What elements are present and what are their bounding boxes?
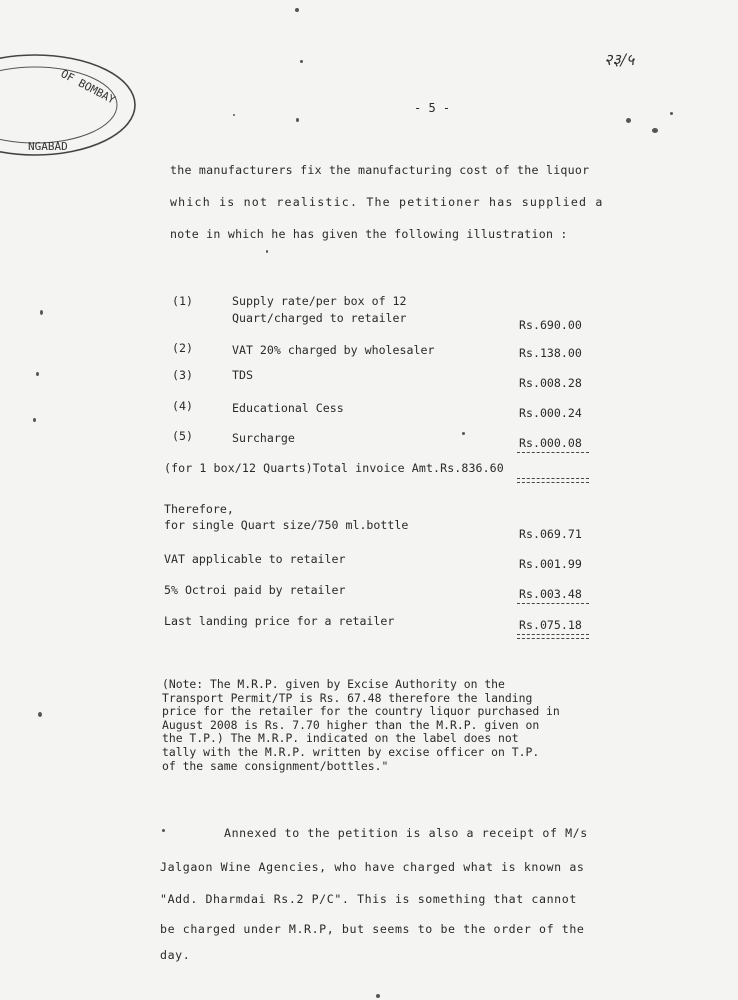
scan-speck — [33, 418, 36, 422]
scan-speck — [462, 432, 465, 435]
item-3-number: (3) — [172, 368, 193, 382]
item-4-number: (4) — [172, 399, 193, 413]
scan-speck — [296, 118, 299, 122]
vat-amount: Rs.001.99 — [519, 557, 582, 571]
note-line: of the same consignment/bottles." — [162, 758, 389, 773]
item-5-number: (5) — [172, 429, 193, 443]
seal-top-text: OF BOMBAY — [58, 67, 118, 107]
item-1-label-cont: Quart/charged to retailer — [232, 311, 407, 325]
para2-line-2: Jalgaon Wine Agencies, who have charged what is known as — [160, 860, 585, 874]
scan-speck — [233, 114, 235, 116]
scan-speck — [36, 372, 39, 376]
handwritten-page-number: २३/५ — [604, 50, 635, 69]
intro-line-3: note in which he has given the following illustration : — [170, 227, 568, 241]
item-2-number: (2) — [172, 341, 193, 355]
item-2-amount: Rs.138.00 — [519, 346, 582, 360]
item-4-label: Educational Cess — [232, 401, 344, 415]
para2-line-1: Annexed to the petition is also a receipt of M/s — [224, 826, 588, 840]
scan-speck — [295, 8, 299, 12]
scan-speck — [652, 128, 658, 133]
item-2-label: VAT 20% charged by wholesaler — [232, 343, 435, 357]
para2-line-4: be charged under M.R.P, but seems to be the order of the — [160, 922, 585, 936]
item-3-amount: Rs.008.28 — [519, 376, 582, 390]
total-double-rule — [517, 478, 589, 483]
landing-rule — [517, 603, 589, 604]
item-5-amount: Rs.000.08 — [519, 436, 582, 450]
landing-label: Last landing price for a retailer — [164, 614, 395, 628]
page-number: - 5 - — [414, 101, 451, 115]
note-line: August 2008 is Rs. 7.70 higher than the M.R.P. given on — [162, 717, 540, 732]
scan-speck — [38, 712, 42, 717]
note-block — [162, 678, 692, 773]
note-line: (Note: The M.R.P. given by Excise Authority on the — [162, 677, 505, 691]
scan-speck — [40, 310, 43, 315]
note-line: the T.P.) The M.R.P. indicated on the label does not — [162, 731, 519, 746]
seal-bottom-text: NGABAD — [28, 140, 68, 153]
single-quart-amount: Rs.069.71 — [519, 527, 582, 541]
single-quart-label: for single Quart size/750 ml.bottle — [164, 518, 409, 532]
court-seal — [0, 50, 140, 160]
scan-speck — [626, 118, 631, 123]
note-line: Transport Permit/TP is Rs. 67.48 therefore the landing — [162, 690, 533, 705]
scan-speck — [300, 60, 303, 63]
scan-speck — [670, 112, 673, 115]
para2-line-3: "Add. Dharmdai Rs.2 P/C". This is something that cannot — [160, 892, 577, 906]
subtotal-rule — [517, 452, 589, 453]
therefore-label: Therefore, — [164, 502, 234, 516]
octroi-amount: Rs.003.48 — [519, 587, 582, 601]
scan-speck — [266, 250, 268, 253]
scan-speck — [376, 994, 380, 998]
vat-label: VAT applicable to retailer — [164, 552, 346, 566]
intro-line-1: the manufacturers fix the manufacturing cost of the liquor — [170, 163, 590, 177]
item-3-label: TDS — [232, 368, 253, 382]
para2-line-5: day. — [160, 948, 191, 962]
total-invoice-line: (for 1 box/12 Quarts)Total invoice Amt.Rs.836.60 — [164, 461, 504, 475]
note-line: tally with the M.R.P. written by excise officer on T.P. — [162, 744, 540, 759]
item-1-label: Supply rate/per box of 12 — [232, 294, 407, 308]
item-5-label: Surcharge — [232, 431, 295, 445]
note-line: price for the retailer for the country liquor purchased in — [162, 704, 560, 719]
octroi-label: 5% Octroi paid by retailer — [164, 583, 346, 597]
item-1-number: (1) — [172, 294, 193, 308]
item-4-amount: Rs.000.24 — [519, 406, 582, 420]
landing-amount: Rs.075.18 — [519, 618, 582, 632]
scan-speck — [162, 829, 165, 832]
item-1-amount: Rs.690.00 — [519, 318, 582, 332]
intro-line-2: which is not realistic. The petitioner has supplied a — [170, 195, 604, 209]
landing-double-rule — [517, 634, 589, 639]
